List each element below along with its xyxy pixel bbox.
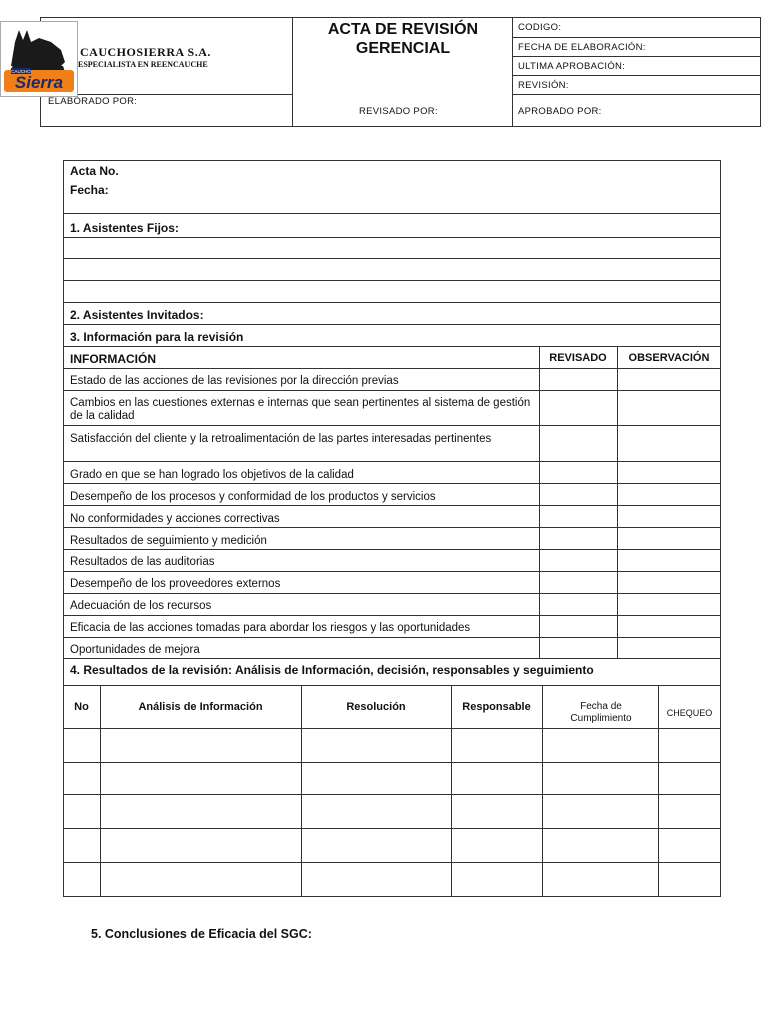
row-divider	[63, 615, 721, 616]
row-divider	[63, 237, 721, 238]
company-name: CAUCHOSIERRA S.A.	[80, 45, 211, 59]
fecha-label: Fecha:	[70, 183, 109, 197]
document-title: ACTA DE REVISIÓN GERENCIAL	[327, 21, 479, 57]
svg-text:Sierra: Sierra	[14, 73, 64, 92]
col-analisis: Análisis de Información	[138, 701, 263, 713]
info-row: Cambios en las cuestiones externas e internas que sean pertinentes al sistema de gestión de la calidad	[70, 397, 531, 422]
header-divider	[292, 17, 293, 127]
ultima-aprobacion-label: ULTIMA APROBACIÓN:	[518, 61, 626, 72]
codigo-label: CODIGO:	[518, 22, 562, 33]
header-divider	[512, 56, 761, 57]
header-divider	[512, 17, 513, 127]
col-fecha-cumplimiento: Fecha de Cumplimiento	[570, 701, 632, 724]
col-divider	[301, 685, 302, 897]
row-divider	[63, 461, 721, 462]
info-row: Estado de las acciones de las revisiones por la dirección previas	[70, 375, 399, 387]
row-divider	[63, 280, 721, 281]
row-divider	[63, 728, 721, 729]
row-divider	[63, 658, 721, 659]
revision-label: REVISIÓN:	[518, 80, 569, 91]
wolf-logo-icon	[1, 22, 77, 96]
row-divider	[63, 505, 721, 506]
row-divider	[63, 862, 721, 863]
row-divider	[63, 425, 721, 426]
revisado-por-label: REVISADO POR:	[359, 106, 438, 117]
col-resolucion: Resolución	[346, 701, 406, 713]
info-row: Oportunidades de mejora	[70, 644, 200, 656]
header-divider	[512, 75, 761, 76]
header-divider	[512, 94, 761, 95]
elaborado-por-label: ELABORADO POR:	[48, 96, 138, 107]
info-row: Desempeño de los proveedores externos	[70, 578, 281, 590]
info-row: Resultados de seguimiento y medición	[70, 535, 267, 547]
row-divider	[63, 258, 721, 259]
row-divider	[63, 346, 721, 347]
info-row: No conformidades y acciones correctivas	[70, 513, 280, 525]
col-responsable: Responsable	[462, 701, 531, 713]
conclusiones-heading: 5. Conclusiones de Eficacia del SGC:	[91, 927, 312, 941]
info-row: Desempeño de los procesos y conformidad de los productos y servicios	[70, 491, 436, 503]
resultados-heading: 4. Resultados de la revisión: Análisis de Información, decisión, responsables y seguimiento	[70, 663, 594, 677]
acta-form	[63, 160, 721, 897]
col-divider	[617, 346, 618, 658]
row-divider	[63, 828, 721, 829]
informacion-revision-label: 3. Información para la revisión	[70, 330, 244, 344]
info-row: Adecuación de los recursos	[70, 600, 212, 612]
row-divider	[63, 593, 721, 594]
company-logo	[0, 21, 78, 97]
col-divider	[100, 685, 101, 897]
row-divider	[63, 794, 721, 795]
col-divider	[542, 685, 543, 897]
col-observacion: OBSERVACIÓN	[628, 352, 710, 364]
row-divider	[63, 390, 721, 391]
asistentes-invitados-label: 2. Asistentes Invitados:	[70, 308, 204, 322]
info-row: Grado en que se han logrado los objetivos de la calidad	[70, 469, 354, 481]
company-slogan: ESPECIALISTA EN REENCAUCHE	[78, 60, 208, 69]
row-divider	[63, 637, 721, 638]
row-divider	[63, 571, 721, 572]
row-divider	[63, 762, 721, 763]
asistentes-fijos-label: 1. Asistentes Fijos:	[70, 221, 179, 235]
col-revisado: REVISADO	[549, 352, 607, 364]
row-divider	[63, 549, 721, 550]
row-divider	[63, 685, 721, 686]
row-divider	[63, 483, 721, 484]
row-divider	[63, 324, 721, 325]
info-row: Satisfacción del cliente y la retroalimentación de las partes interesadas pertinentes	[70, 433, 492, 445]
row-divider	[63, 213, 721, 214]
col-informacion: INFORMACIÓN	[70, 352, 156, 366]
col-divider	[451, 685, 452, 897]
acta-no-label: Acta No.	[70, 164, 119, 178]
svg-text:CAUCHO: CAUCHO	[11, 69, 31, 74]
row-divider	[63, 368, 721, 369]
row-divider	[63, 302, 721, 303]
col-divider	[539, 346, 540, 658]
col-no: No	[74, 701, 89, 713]
row-divider	[63, 527, 721, 528]
col-chequeo: CHEQUEO	[666, 708, 713, 718]
info-row: Resultados de las auditorias	[70, 556, 215, 568]
fecha-elaboracion-label: FECHA DE ELABORACIÓN:	[518, 42, 646, 53]
header-divider	[512, 37, 761, 38]
info-row: Eficacia de las acciones tomadas para abordar los riesgos y las oportunidades	[70, 622, 471, 634]
aprobado-por-label: APROBADO POR:	[518, 106, 602, 117]
